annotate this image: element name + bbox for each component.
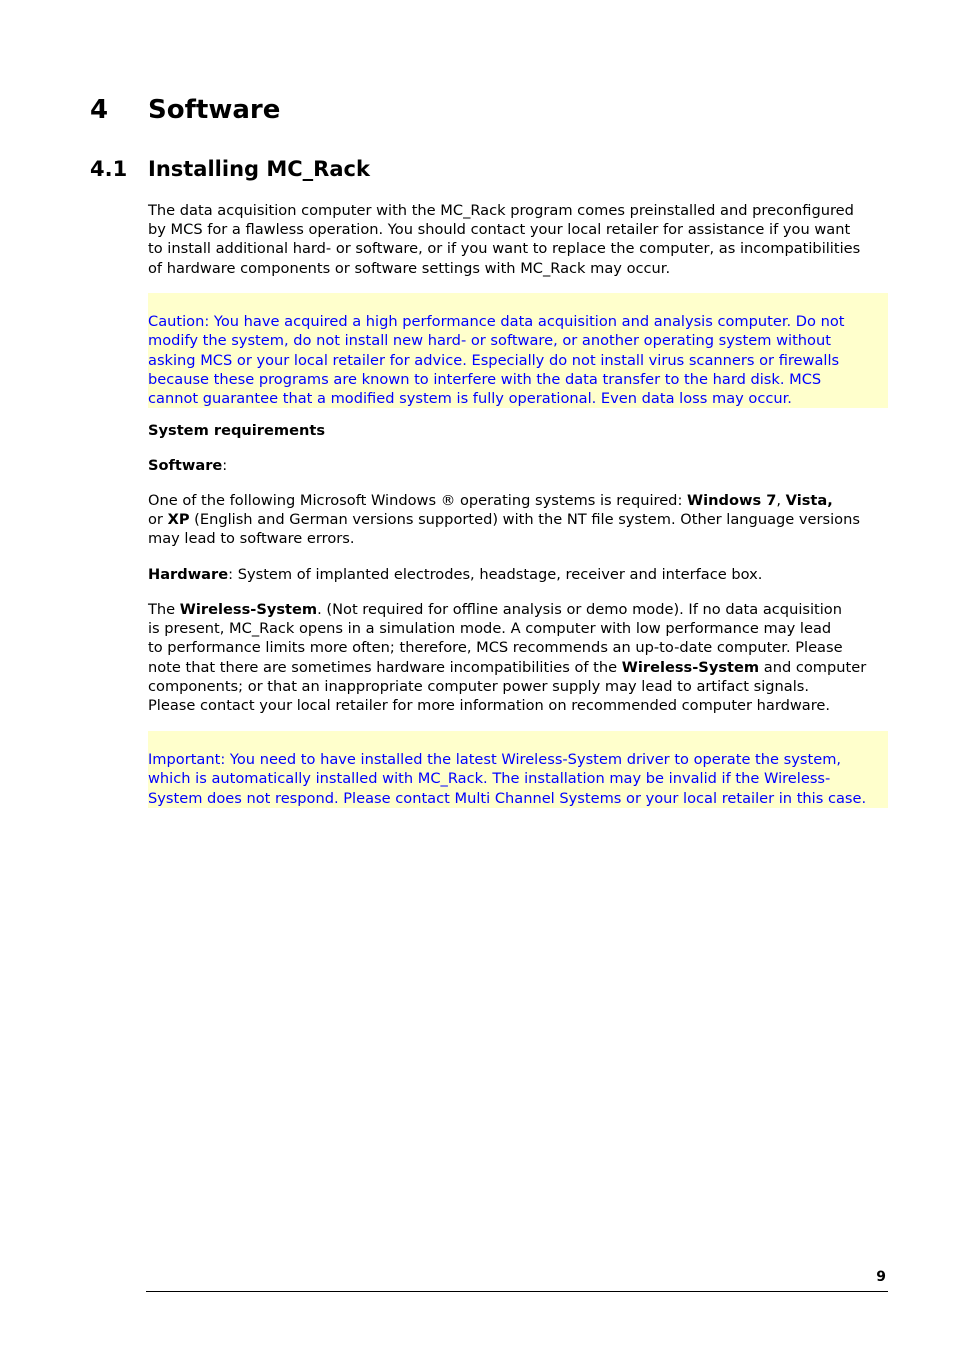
- hardware-label: Hardware: [148, 566, 229, 583]
- caution-text: Caution: You have acquired a high performance data acquisition and analysis computer. Do not modify the system, do not install new hard- or software, or another operating system without asking MCS or your local retailer for advice. Especially do not install virus scanners or firewalls because these programs are known to interfere with the data transfer to the hard disk. MCS cannot guarantee that a modified system is fully operational. Even data loss may occur.: [148, 313, 845, 408]
- wireless-paragraph: [148, 600, 888, 715]
- os-windows7: Windows 7: [687, 492, 777, 509]
- sysreq-heading: [148, 421, 888, 440]
- chapter-number: 4: [90, 95, 109, 125]
- page-number: 9: [876, 1269, 886, 1285]
- chapter-heading: [90, 92, 280, 128]
- os-separator: ,: [776, 492, 786, 509]
- os-or: or: [148, 511, 163, 529]
- section-number: 4.1: [90, 157, 128, 181]
- intro-paragraph: [148, 201, 888, 278]
- section-title: Installing MC_Rack: [148, 157, 370, 181]
- os-xp: XP: [167, 511, 190, 529]
- software-text-start: One of the following Microsoft Windows ® operating systems is required:: [148, 492, 688, 509]
- important-text: Important: You need to have installed the latest Wireless-System driver to operate the system, which is automatically installed with MC_Rack. The installation may be invalid if the Wireless- System does not respond. Please contact Multi Channel Systems or your local retailer in this case.: [148, 751, 867, 807]
- chapter-title: Software: [148, 95, 281, 125]
- section-heading: [90, 154, 370, 184]
- hardware-description: : System of implanted electrodes, headstage, receiver and interface box.: [228, 566, 763, 583]
- caution-note: [148, 293, 888, 408]
- software-text: [148, 491, 888, 549]
- os-vista: Vista,: [785, 492, 833, 509]
- wireless-system-term: Wireless-System: [179, 601, 318, 618]
- footer-divider: [146, 1291, 888, 1292]
- wireless-text-2: and computer components; or that an inappropriate computer power supply may lead to artifact signals. Please contact your local retailer for more information on recommended computer hardware.: [148, 658, 867, 715]
- wireless-text: [148, 600, 888, 715]
- important-note: [148, 731, 888, 808]
- software-label: Software: [148, 457, 223, 474]
- software-text-end: (English and German versions supported) with the NT file system. Other language versions may lead to software errors.: [148, 511, 860, 548]
- wireless-text-1: . (Not required for offline analysis or demo mode). If no data acquisition is present, MC_Rack opens in a simulation mode. A computer with low performance may lead to performance limits more often; therefore, MCS recommends an up-to-date computer. Please note that there are sometimes hardware incompatibilities of the: [148, 601, 843, 676]
- wireless-the: The: [148, 601, 180, 618]
- software-colon: :: [222, 457, 228, 474]
- sysreq-heading-text: System requirements: [148, 422, 326, 439]
- intro-text: The data acquisition computer with the MC_Rack program comes preinstalled and preconfigured by MCS for a flawless operation. You should contact your local retailer for assistance if you want to install additional hard- or software, or if you want to replace the computer, as incompatibilities of hardware components or software settings with MC_Rack may occur.: [148, 202, 861, 277]
- wireless-system-term-2: Wireless-System: [621, 658, 760, 676]
- hardware-text: [148, 565, 888, 584]
- hardware-paragraph: [148, 565, 888, 584]
- software-paragraph: [148, 491, 888, 549]
- software-heading: [148, 456, 888, 475]
